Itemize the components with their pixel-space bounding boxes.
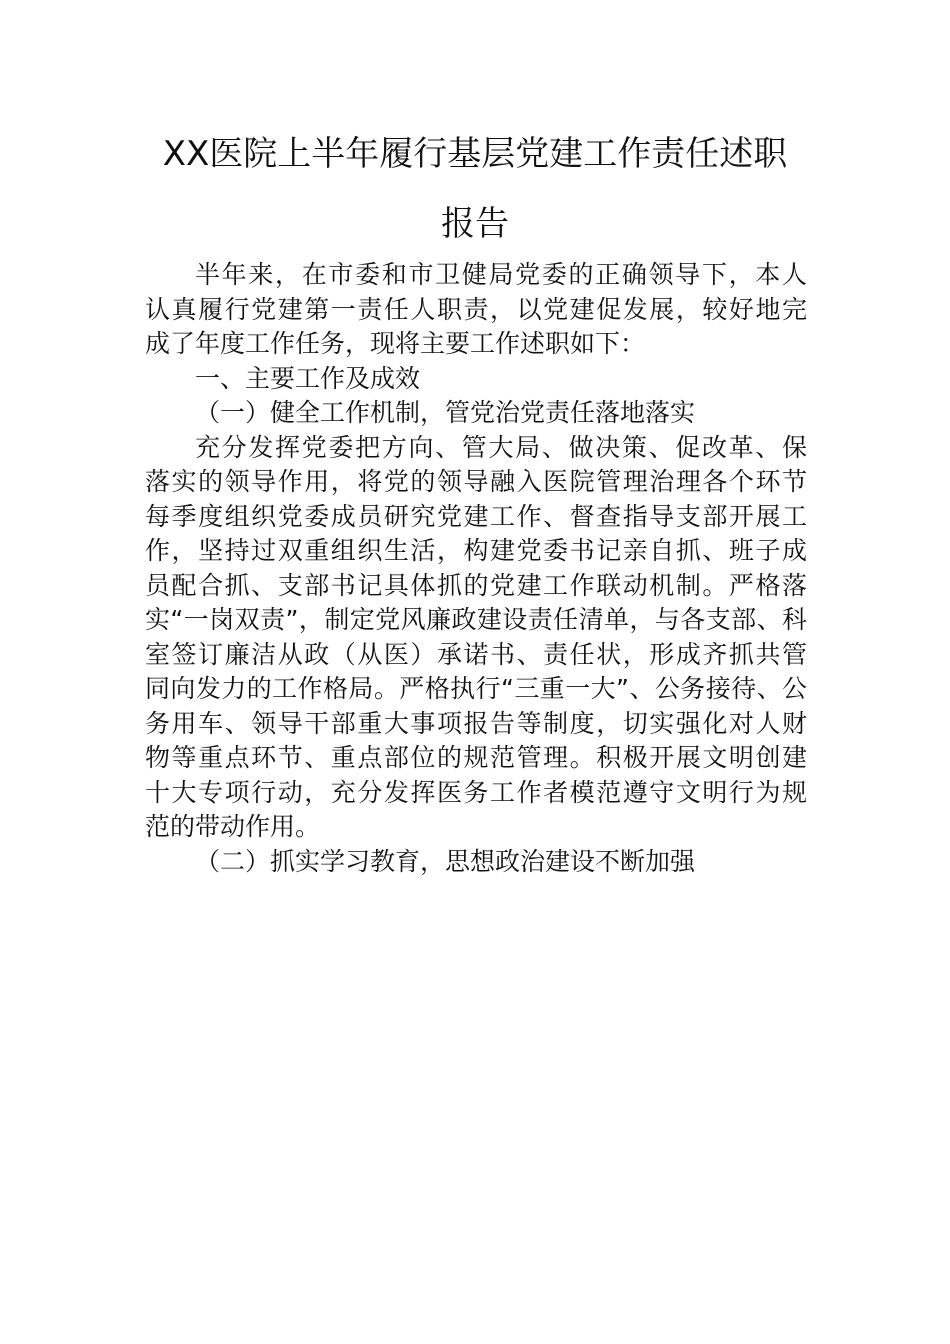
text-line: 同向发力的工作格局。严格执行“三重一大”、公务接待、公 <box>145 674 807 703</box>
document-body <box>145 258 807 879</box>
text-line: 范的带动作用。 <box>145 812 321 841</box>
text-line: 认真履行党建第一责任人职责，以党建促发展，较好地完 <box>145 294 807 324</box>
intro-paragraph <box>145 258 807 362</box>
text-line: 实“一岗双责”，制定党风廉政建设责任清单，与各支部、科 <box>145 605 807 634</box>
document-title-line-1: XX医院上半年履行基层党建工作责任述职 <box>162 134 788 174</box>
text-line: 落实的领导作用，将党的领导融入医院管理治理各个环节 <box>145 467 807 496</box>
section-heading-text: 一、主要工作及成效 <box>195 363 421 393</box>
document-title-line-2: 报告 <box>441 204 509 244</box>
text-line: 室签订廉洁从政（从医）承诺书、责任状，形成齐抓共管 <box>145 639 807 669</box>
text-line: 十大专项行动，充分发挥医务工作者模范遵守文明行为规 <box>145 777 807 807</box>
subsection-heading-1 <box>145 396 807 431</box>
subsection-heading-text: （二）抓实学习教育，思想政治建设不断加强 <box>195 846 696 876</box>
text-line: 务用车、领导干部重大事项报告等制度，切实强化对人财 <box>145 708 807 738</box>
text-line: 物等重点环节、重点部位的规范管理。积极开展文明创建 <box>145 743 807 772</box>
text-line: 每季度组织党委成员研究党建工作、督查指导支部开展工 <box>145 501 807 531</box>
section-heading <box>145 362 807 397</box>
body-paragraph-1 <box>145 431 807 845</box>
text-line: 半年来，在市委和市卫健局党委的正确领导下，本人 <box>195 260 807 289</box>
text-line: 员配合抓、支部书记具体抓的党建工作联动机制。严格落 <box>145 570 807 600</box>
subsection-heading-text: （一）健全工作机制，管党治党责任落地落实 <box>195 398 696 427</box>
text-line: 充分发挥党委把方向、管大局、做决策、促改革、保 <box>195 432 807 462</box>
text-line: 成了年度工作任务，现将主要工作述职如下： <box>145 329 646 358</box>
text-line: 作，坚持过双重组织生活，构建党委书记亲自抓、班子成 <box>145 536 807 565</box>
subsection-heading-2 <box>145 845 807 880</box>
